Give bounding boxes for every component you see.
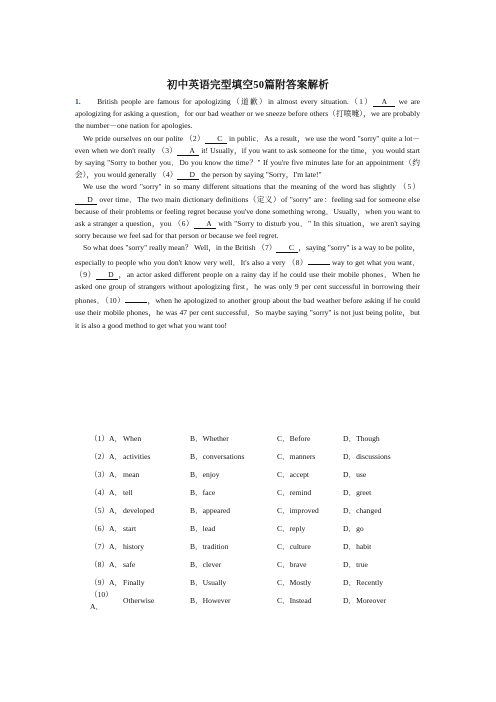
answer-blank-5: D	[75, 195, 97, 205]
answer-blank-9: D	[96, 270, 118, 280]
passage-text: British people are famous for apologizing（道歉）in almost every situation.（1）	[97, 97, 374, 106]
question-number: 1.	[75, 97, 81, 106]
answer-blank-6: A	[194, 219, 216, 229]
option-a: start	[123, 523, 137, 533]
answer-blank-10	[125, 293, 147, 303]
option-b: B．However	[190, 595, 231, 605]
option-a: history	[123, 541, 145, 551]
option-b: B．lead	[190, 523, 216, 533]
option-d: D．go	[343, 523, 364, 533]
option-row	[90, 574, 420, 592]
paragraph-4	[75, 242, 420, 331]
option-c: C．remind	[277, 487, 312, 497]
option-d: D．use	[343, 469, 367, 479]
option-c: C．manners	[277, 451, 316, 461]
option-number: （10）A．	[90, 589, 113, 611]
option-d: D．true	[343, 559, 368, 569]
paragraph-2	[75, 133, 420, 182]
answer-blank-2: C	[205, 134, 227, 144]
option-d: D．Though	[343, 433, 380, 443]
option-a: safe	[123, 559, 136, 569]
option-number: （6）A．	[90, 523, 123, 533]
option-a: activities	[123, 451, 151, 461]
passage-text: the person by saying "Sorry，I'm late!"	[199, 170, 322, 180]
option-b: B．face	[190, 487, 216, 497]
paragraph-3	[75, 181, 420, 242]
option-d: D．habit	[343, 541, 372, 551]
passage-text: way to get what you want．（9）	[75, 257, 420, 279]
option-b: B．Whether	[190, 433, 229, 443]
option-number: （5）A．	[90, 505, 123, 515]
passage-text: We use the word "sorry" in so many different situations that the meaning of the word has slightly （5）	[83, 182, 420, 192]
passage-text: So what does "sorry" really mean？ Well，in the British （7）	[83, 243, 277, 253]
option-d: D．Recently	[343, 577, 384, 587]
passage-text: We pride ourselves on our polite （2）	[83, 133, 205, 143]
option-row	[90, 466, 420, 484]
option-row	[90, 502, 420, 520]
option-row	[90, 484, 420, 502]
option-a: tell	[123, 487, 133, 497]
option-d: D．Moreover	[343, 595, 387, 605]
option-c: C．improved	[277, 505, 319, 515]
option-c: C．reply	[277, 523, 306, 533]
passage-text: it! Usually，if you want to ask someone for the time，you would start by saying "Sorry to bother you．Do you know the time？" If you're five minutes late for an appointment（约会），you would generally （4）	[75, 145, 420, 180]
answer-options	[90, 430, 420, 610]
option-b: B．enjoy	[190, 469, 220, 479]
answer-blank-1: A	[373, 97, 395, 107]
option-number: （7）A．	[90, 541, 123, 551]
option-c: C．accept	[277, 469, 310, 479]
passage-text: with "Sorry to disturb you．" In this situation，we aren't saying sorry because we feel sad for that person or because we feel regret.	[75, 219, 421, 241]
passage-text: over time．The two main dictionary definitions（定义）of "sorry" are：feeling sad for someone else because of their problems or feeling regret because you've done something wrong．Usually，when you want to ask a stranger a question，you （6）	[75, 194, 420, 229]
option-row	[90, 589, 420, 611]
passage-text: in public．As a result，we use the word "sorry" quite a lot－even when we don't really （3）	[75, 133, 420, 155]
option-row	[90, 430, 420, 448]
answer-blank-3: A	[177, 146, 199, 156]
option-number: （9）A．	[90, 577, 123, 587]
option-number: （2）A．	[90, 451, 123, 461]
option-b: B．tradition	[190, 541, 229, 551]
option-row	[90, 448, 420, 466]
option-row	[90, 538, 420, 556]
option-row	[90, 520, 420, 538]
option-d: D．changed	[343, 505, 382, 515]
option-row	[90, 556, 420, 574]
option-b: B．appeared	[190, 505, 231, 515]
option-a: developed	[123, 505, 155, 515]
passage-text: ，when he apologized to another group about the bad weather before asking if he could use their mobile phones，he was 47 per cent successful．So maybe saying "sorry" is not just being polite，but it is also a good method to get what you want too!	[75, 296, 420, 330]
paragraph-1	[75, 96, 420, 133]
option-c: C．Instead	[277, 595, 312, 605]
page-title: 初中英语完型填空50篇附答案解析	[166, 80, 330, 91]
option-a: Finally	[123, 577, 145, 587]
option-c: C．culture	[277, 541, 311, 551]
option-number: （1）A．	[90, 433, 123, 443]
option-b: B．clever	[190, 559, 222, 569]
answer-blank-8	[308, 255, 330, 265]
option-c: C．brave	[277, 559, 307, 569]
option-number: （3）A．	[90, 469, 123, 479]
passage-text: ，saying "sorry" is a way to be polite，especially to people who you don't know very well．It's also a very （8）	[75, 243, 420, 267]
answer-blank-4: D	[177, 170, 199, 180]
passage-text: we are apologizing for asking a question，for our bad weather or we sneeze before others（打喷嚏），we are probably the number－one nation for apologies.	[75, 97, 420, 131]
option-b: B．conversations	[190, 451, 245, 461]
option-d: D．discussions	[343, 451, 391, 461]
passage	[75, 96, 420, 332]
answer-blank-7: C	[276, 243, 298, 253]
option-a: mean	[123, 469, 140, 479]
option-a: Otherwise	[123, 595, 155, 605]
passage-text: ，an actor asked different people on a rainy day if he could use their mobile phones．When he asked one group of strangers without apologizing first，he was only 9 per cent successful in borrowing their phones．（10）	[75, 269, 421, 306]
option-c: C．Mostly	[277, 577, 312, 587]
option-number: （4）A．	[90, 487, 123, 497]
option-b: B．Usually	[190, 577, 227, 587]
option-c: C．Before	[277, 433, 311, 443]
option-d: D．greet	[343, 487, 372, 497]
option-a: When	[123, 433, 142, 443]
option-number: （8）A．	[90, 559, 123, 569]
